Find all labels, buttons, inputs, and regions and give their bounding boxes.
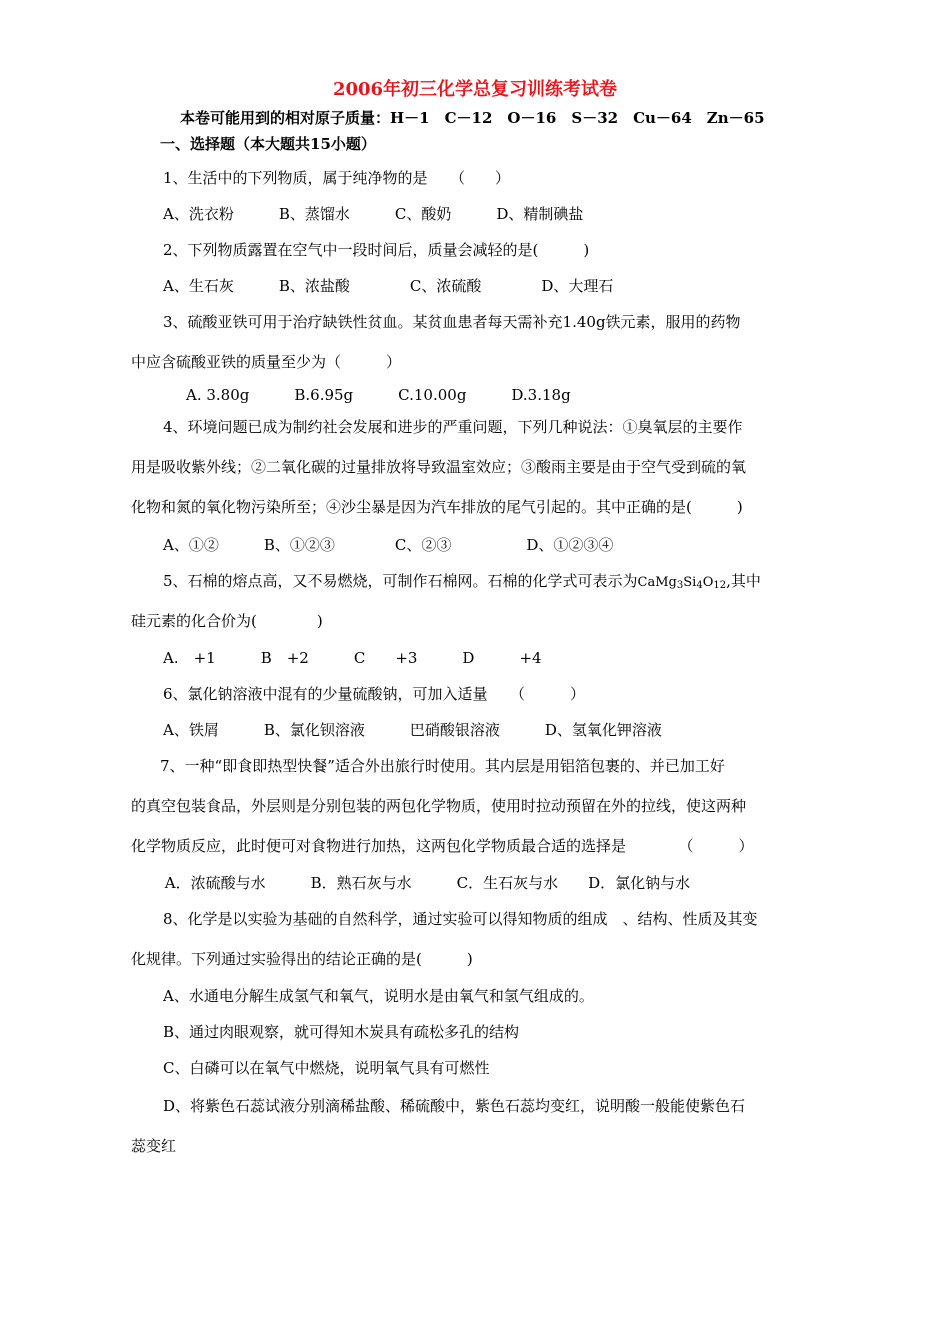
question-3-stem-line-1: 3、硫酸亚铁可用于治疗缺铁性贫血。某贫血患者每天需补充1.40g铁元素，服用的药物 bbox=[163, 313, 741, 331]
question-4-options: A、①② B、①②③ C、②③ D、①②③④ bbox=[163, 536, 614, 554]
question-8-option-d-line-2: 蕊变红 bbox=[131, 1137, 177, 1155]
question-8-option-d-line-1: D、将紫色石蕊试液分别滴稀盐酸、稀硫酸中，紫色石蕊均变红，说明酸一般能使紫色石 bbox=[163, 1097, 746, 1115]
question-8-option-c: C、白磷可以在氧气中燃烧，说明氧气具有可燃性 bbox=[163, 1059, 490, 1077]
question-7-options: A．浓硫酸与水 B．熟石灰与水 C．生石灰与水 D．氯化钠与水 bbox=[160, 874, 691, 892]
question-6-options: A、铁屑 B、氯化钡溶液 巴硝酸银溶液 D、氢氧化钾溶液 bbox=[163, 721, 662, 739]
question-5-options: A. +1 B +2 C +3 D +4 bbox=[163, 649, 542, 667]
question-5-stem-line-2: 硅元素的化合价为( ) bbox=[131, 612, 323, 630]
question-5-stem-line-1 bbox=[163, 571, 761, 593]
section-title: 一、选择题（本大题共15小题） bbox=[160, 135, 376, 153]
atomic-mass-note: 本卷可能用到的相对原子质量：H－1 C－12 O－16 S－32 Cu－64 Zn－65 bbox=[180, 109, 765, 127]
question-8-option-a: A、水通电分解生成氢气和氧气，说明水是由氧气和氢气组成的。 bbox=[163, 987, 594, 1005]
exam-title: 2006年初三化学总复习训练考试卷 bbox=[332, 79, 618, 100]
question-6-stem: 6、氯化钠溶液中混有的少量硫酸钠，可加入适量 （ ） bbox=[163, 685, 586, 703]
question-3-options: A. 3.80g B.6.95g C.10.00g D.3.18g bbox=[186, 386, 571, 404]
question-4-stem-line-1: 4、环境问题已成为制约社会发展和进步的严重问题，下列几种说法：①臭氧层的主要作 bbox=[163, 418, 743, 436]
question-2-options: A、生石灰 B、浓盐酸 C、浓硫酸 D、大理石 bbox=[163, 277, 614, 295]
question-3-stem-line-2: 中应含硫酸亚铁的质量至少为（ ） bbox=[131, 353, 402, 371]
question-2-stem: 2、下列物质露置在空气中一段时间后，质量会减轻的是( ) bbox=[163, 241, 590, 259]
question-8-stem-line-2: 化规律。下列通过实验得出的结论正确的是( ) bbox=[131, 950, 473, 968]
question-7-stem-line-3: 化学物质反应，此时便可对食物进行加热，这两包化学物质最合适的选择是 （ ） bbox=[131, 837, 754, 855]
asbestos-formula: $CaMg_3Si_4O_{12}$ bbox=[637, 575, 727, 591]
question-5-stem-tail: ,其中 bbox=[726, 572, 761, 590]
question-8-option-b: B、通过肉眼观察，就可得知木炭具有疏松多孔的结构 bbox=[163, 1023, 520, 1041]
question-7-stem-line-1: 7、一种“即食即热型快餐”适合外出旅行时使用。其内层是用铝箔包裹的、并已加工好 bbox=[160, 757, 725, 775]
question-7-stem-line-2: 的真空包装食品，外层则是分别包装的两包化学物质，使用时拉动预留在外的拉线，使这两种 bbox=[131, 797, 747, 815]
question-8-stem-line-1: 8、化学是以实验为基础的自然科学，通过实验可以得知物质的组成 、结构、性质及其变 bbox=[163, 910, 758, 928]
question-5-stem-text: 5、石棉的熔点高，又不易燃烧，可制作石棉网。石棉的化学式可表示为 bbox=[163, 572, 638, 590]
question-1-stem: 1、生活中的下列物质，属于纯净物的是 （ ） bbox=[163, 169, 511, 187]
question-4-stem-line-2: 用是吸收紫外线；②二氧化碳的过量排放将导致温室效应；③酸雨主要是由于空气受到硫的氧 bbox=[131, 458, 747, 476]
question-4-stem-line-3: 化物和氮的氧化物污染所至；④沙尘暴是因为汽车排放的尾气引起的。其中正确的是( ) bbox=[131, 498, 743, 516]
question-1-options: A、洗衣粉 B、蒸馏水 C、酸奶 D、精制碘盐 bbox=[163, 205, 584, 223]
